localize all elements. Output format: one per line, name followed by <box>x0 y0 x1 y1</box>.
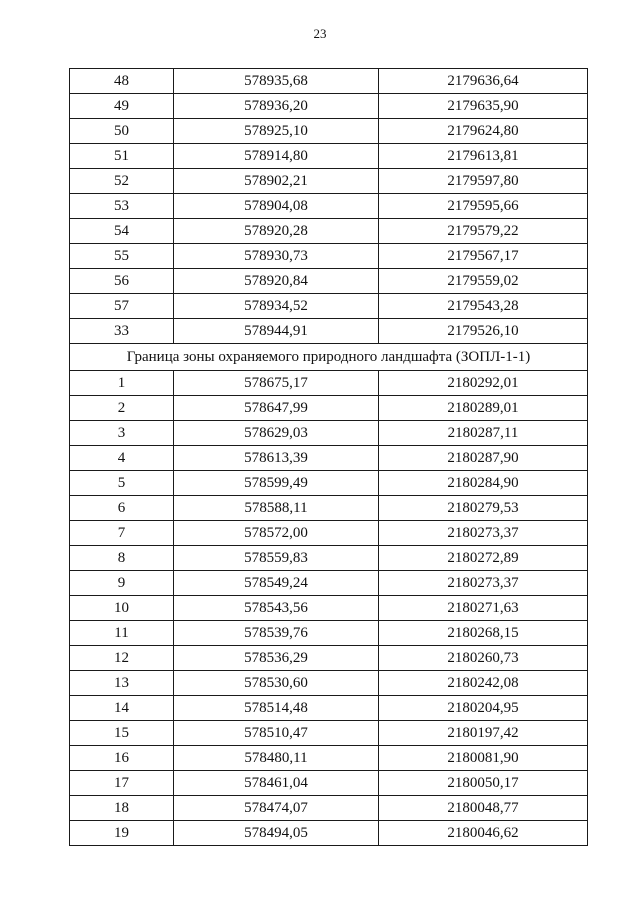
x-coordinate-cell: 578539,76 <box>174 621 379 646</box>
point-number-cell: 48 <box>70 69 174 94</box>
coordinates-table <box>69 68 588 846</box>
point-number-cell: 8 <box>70 546 174 571</box>
y-coordinate-cell: 2179597,80 <box>379 169 588 194</box>
x-coordinate-cell: 578914,80 <box>174 144 379 169</box>
y-coordinate-cell: 2180242,08 <box>379 671 588 696</box>
point-number-cell: 16 <box>70 746 174 771</box>
table-row <box>70 94 588 119</box>
y-coordinate-cell: 2180273,37 <box>379 521 588 546</box>
y-coordinate-cell: 2179567,17 <box>379 244 588 269</box>
table-row <box>70 546 588 571</box>
point-number-cell: 9 <box>70 571 174 596</box>
section-header-group <box>70 344 588 371</box>
point-number-cell: 4 <box>70 446 174 471</box>
y-coordinate-cell: 2179579,22 <box>379 219 588 244</box>
point-number-cell: 11 <box>70 621 174 646</box>
point-number-cell: 10 <box>70 596 174 621</box>
x-coordinate-cell: 578588,11 <box>174 496 379 521</box>
x-coordinate-cell: 578549,24 <box>174 571 379 596</box>
y-coordinate-cell: 2179595,66 <box>379 194 588 219</box>
y-coordinate-cell: 2180260,73 <box>379 646 588 671</box>
y-coordinate-cell: 2179613,81 <box>379 144 588 169</box>
x-coordinate-cell: 578925,10 <box>174 119 379 144</box>
table-row <box>70 119 588 144</box>
table-row <box>70 571 588 596</box>
point-number-cell: 6 <box>70 496 174 521</box>
table-row <box>70 796 588 821</box>
x-coordinate-cell: 578613,39 <box>174 446 379 471</box>
y-coordinate-cell: 2180048,77 <box>379 796 588 821</box>
table-row <box>70 169 588 194</box>
x-coordinate-cell: 578461,04 <box>174 771 379 796</box>
table-row <box>70 219 588 244</box>
y-coordinate-cell: 2180081,90 <box>379 746 588 771</box>
table-row <box>70 446 588 471</box>
y-coordinate-cell: 2180272,89 <box>379 546 588 571</box>
x-coordinate-cell: 578629,03 <box>174 421 379 446</box>
y-coordinate-cell: 2180287,11 <box>379 421 588 446</box>
x-coordinate-cell: 578514,48 <box>174 696 379 721</box>
coordinates-table-body-before <box>70 69 588 344</box>
point-number-cell: 55 <box>70 244 174 269</box>
table-row <box>70 144 588 169</box>
y-coordinate-cell: 2180050,17 <box>379 771 588 796</box>
point-number-cell: 2 <box>70 396 174 421</box>
table-row <box>70 521 588 546</box>
x-coordinate-cell: 578920,84 <box>174 269 379 294</box>
point-number-cell: 3 <box>70 421 174 446</box>
point-number-cell: 18 <box>70 796 174 821</box>
x-coordinate-cell: 578543,56 <box>174 596 379 621</box>
y-coordinate-cell: 2179526,10 <box>379 319 588 344</box>
point-number-cell: 53 <box>70 194 174 219</box>
table-row <box>70 746 588 771</box>
table-row <box>70 269 588 294</box>
y-coordinate-cell: 2180279,53 <box>379 496 588 521</box>
table-row <box>70 69 588 94</box>
x-coordinate-cell: 578647,99 <box>174 396 379 421</box>
x-coordinate-cell: 578474,07 <box>174 796 379 821</box>
x-coordinate-cell: 578510,47 <box>174 721 379 746</box>
table-row <box>70 319 588 344</box>
point-number-cell: 5 <box>70 471 174 496</box>
x-coordinate-cell: 578920,28 <box>174 219 379 244</box>
y-coordinate-cell: 2179636,64 <box>379 69 588 94</box>
point-number-cell: 57 <box>70 294 174 319</box>
x-coordinate-cell: 578936,20 <box>174 94 379 119</box>
table-row <box>70 621 588 646</box>
page-number: 23 <box>313 26 327 41</box>
x-coordinate-cell: 578944,91 <box>174 319 379 344</box>
section-title: Граница зоны охраняемого природного ландшафта (ЗОПЛ-1-1) <box>70 344 588 371</box>
point-number-cell: 17 <box>70 771 174 796</box>
coordinates-table-body-after <box>70 371 588 846</box>
x-coordinate-cell: 578559,83 <box>174 546 379 571</box>
point-number-cell: 52 <box>70 169 174 194</box>
point-number-cell: 14 <box>70 696 174 721</box>
y-coordinate-cell: 2180197,42 <box>379 721 588 746</box>
point-number-cell: 7 <box>70 521 174 546</box>
x-coordinate-cell: 578934,52 <box>174 294 379 319</box>
y-coordinate-cell: 2180292,01 <box>379 371 588 396</box>
table-row <box>70 821 588 846</box>
x-coordinate-cell: 578675,17 <box>174 371 379 396</box>
x-coordinate-cell: 578530,60 <box>174 671 379 696</box>
point-number-cell: 56 <box>70 269 174 294</box>
x-coordinate-cell: 578572,00 <box>174 521 379 546</box>
table-row <box>70 671 588 696</box>
y-coordinate-cell: 2180271,63 <box>379 596 588 621</box>
x-coordinate-cell: 578599,49 <box>174 471 379 496</box>
y-coordinate-cell: 2180273,37 <box>379 571 588 596</box>
y-coordinate-cell: 2180268,15 <box>379 621 588 646</box>
table-row <box>70 421 588 446</box>
point-number-cell: 12 <box>70 646 174 671</box>
point-number-cell: 33 <box>70 319 174 344</box>
x-coordinate-cell: 578902,21 <box>174 169 379 194</box>
point-number-cell: 54 <box>70 219 174 244</box>
y-coordinate-cell: 2180046,62 <box>379 821 588 846</box>
point-number-cell: 51 <box>70 144 174 169</box>
x-coordinate-cell: 578494,05 <box>174 821 379 846</box>
y-coordinate-cell: 2179543,28 <box>379 294 588 319</box>
point-number-cell: 1 <box>70 371 174 396</box>
x-coordinate-cell: 578904,08 <box>174 194 379 219</box>
x-coordinate-cell: 578930,73 <box>174 244 379 269</box>
x-coordinate-cell: 578536,29 <box>174 646 379 671</box>
table-row <box>70 371 588 396</box>
table-row <box>70 721 588 746</box>
point-number-cell: 50 <box>70 119 174 144</box>
y-coordinate-cell: 2180287,90 <box>379 446 588 471</box>
y-coordinate-cell: 2179635,90 <box>379 94 588 119</box>
y-coordinate-cell: 2180289,01 <box>379 396 588 421</box>
point-number-cell: 13 <box>70 671 174 696</box>
table-row <box>70 244 588 269</box>
x-coordinate-cell: 578935,68 <box>174 69 379 94</box>
table-row <box>70 396 588 421</box>
table-row <box>70 696 588 721</box>
table-row <box>70 496 588 521</box>
table-row <box>70 471 588 496</box>
table-row <box>70 771 588 796</box>
y-coordinate-cell: 2180204,95 <box>379 696 588 721</box>
point-number-cell: 49 <box>70 94 174 119</box>
table-row <box>70 646 588 671</box>
y-coordinate-cell: 2179559,02 <box>379 269 588 294</box>
point-number-cell: 15 <box>70 721 174 746</box>
point-number-cell: 19 <box>70 821 174 846</box>
table-row <box>70 194 588 219</box>
table-row <box>70 596 588 621</box>
y-coordinate-cell: 2179624,80 <box>379 119 588 144</box>
section-header-row <box>70 344 588 371</box>
table-row <box>70 294 588 319</box>
x-coordinate-cell: 578480,11 <box>174 746 379 771</box>
y-coordinate-cell: 2180284,90 <box>379 471 588 496</box>
